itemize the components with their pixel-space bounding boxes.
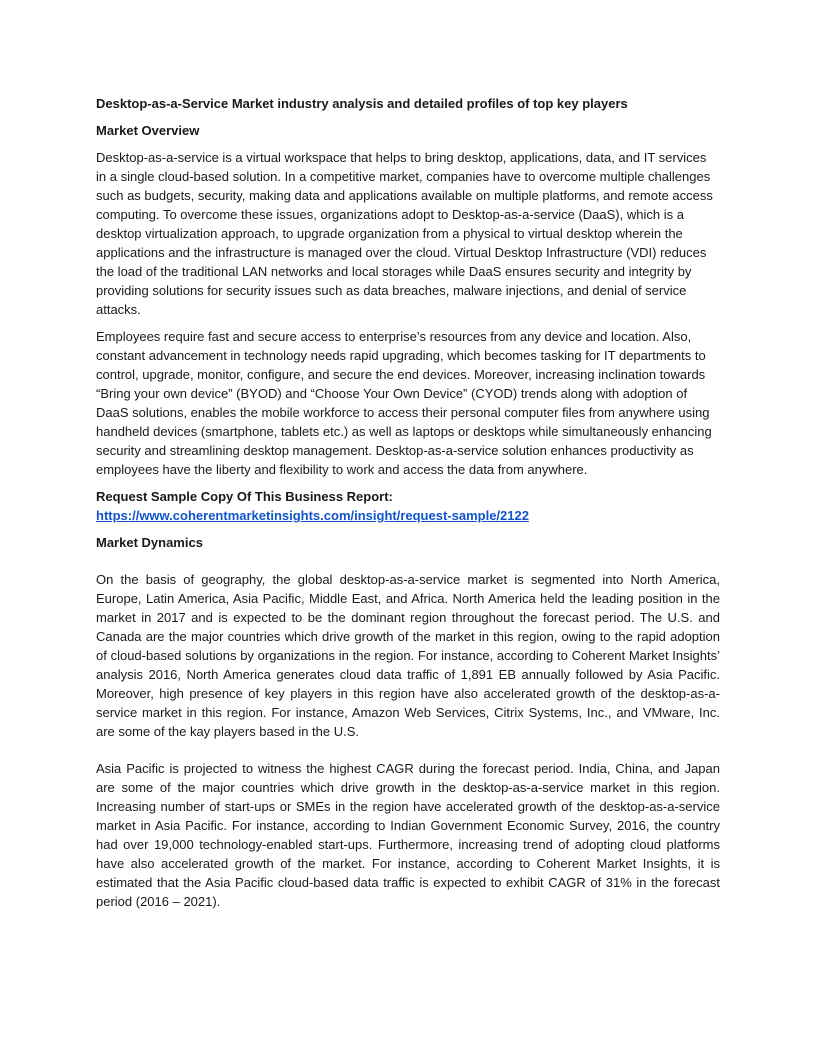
request-sample-link[interactable]: https://www.coherentmarketinsights.com/insight/request-sample/2122 (96, 508, 529, 523)
market-dynamics-heading: Market Dynamics (96, 535, 203, 550)
request-sample-label: Request Sample Copy Of This Business Report: (96, 489, 393, 504)
document-title: Desktop-as-a-Service Market industry analysis and detailed profiles of top key players (96, 96, 628, 111)
market-overview-heading: Market Overview (96, 123, 200, 138)
dynamics-paragraph-1: On the basis of geography, the global desktop-as-a-service market is segmented into North America, Europe, Latin America, Asia Pacific, Middle East, and Africa. North America held the leading position in the market in 2017 and is expected to be the dominant region throughout the forecast period. The U.S. and Canada are the major countries which drive growth of the market in this region, owing to the rapid adoption of cloud-based solutions by organizations in the region. For instance, according to Coherent Market Insights’ analysis 2016, North America generates cloud data traffic of 1,891 EB annually followed by Asia Pacific. Moreover, high presence of key players in this region have also accelerated growth of the desktop-as-a-service market in this region. For instance, Amazon Web Services, Citrix Systems, Inc., and VMware, Inc. are some of the kay players based in the U.S. (96, 572, 720, 739)
dynamics-paragraph-2: Asia Pacific is projected to witness the highest CAGR during the forecast period. India, China, and Japan are some of the major countries which drive growth in the desktop-as-a-service market in this region. Increasing number of start-ups or SMEs in the region have accelerated growth of the desktop-as-a-service market in Asia Pacific. For instance, according to Indian Government Economic Survey, 2016, the country had over 19,000 technology-enabled start-ups. Furthermore, increasing trend of adopting cloud platforms have also accelerated growth of the market. For instance, according to Coherent Market Insights, it is estimated that the Asia Pacific cloud-based data traffic is expected to exhibit CAGR of 31% in the forecast period (2016 – 2021). (96, 761, 720, 909)
overview-paragraph-2: Employees require fast and secure access to enterprise’s resources from any device and location. Also, constant advancement in technology needs rapid upgrading, which becomes tasking for IT departments to control, upgrade, monitor, configure, and secure the end devices. Moreover, increasing inclination towards “Bring your own device” (BYOD) and “Choose Your Own Device” (CYOD) trends along with adoption of DaaS solutions, enables the mobile workforce to access their personal computer files from anywhere using handheld devices (smartphone, tablets etc.) as well as laptops or desktops while simultaneously enhancing security and streamlining desktop management. Desktop-as-a-service solution enhances productivity as employees have the liberty and flexibility to work and access the data from anywhere. (96, 329, 712, 477)
overview-paragraph-1: Desktop-as-a-service is a virtual workspace that helps to bring desktop, applications, data, and IT services in a single cloud-based solution. In a competitive market, companies have to overcome multiple challenges such as budgets, security, making data and applications available on multiple platforms, and remote access computing. To overcome these issues, organizations adopt to Desktop-as-a-service (DaaS), which is a desktop virtualization approach, to upgrade organization from a physical to virtual desktop wherein the applications and the infrastructure is managed over the cloud. Virtual Desktop Infrastructure (VDI) reduces the load of the traditional LAN networks and local storages while DaaS ensures security and integrity by providing solutions for security issues such as data breaches, malware injections, and denial of service attacks. (96, 150, 713, 317)
document-page (96, 94, 720, 919)
